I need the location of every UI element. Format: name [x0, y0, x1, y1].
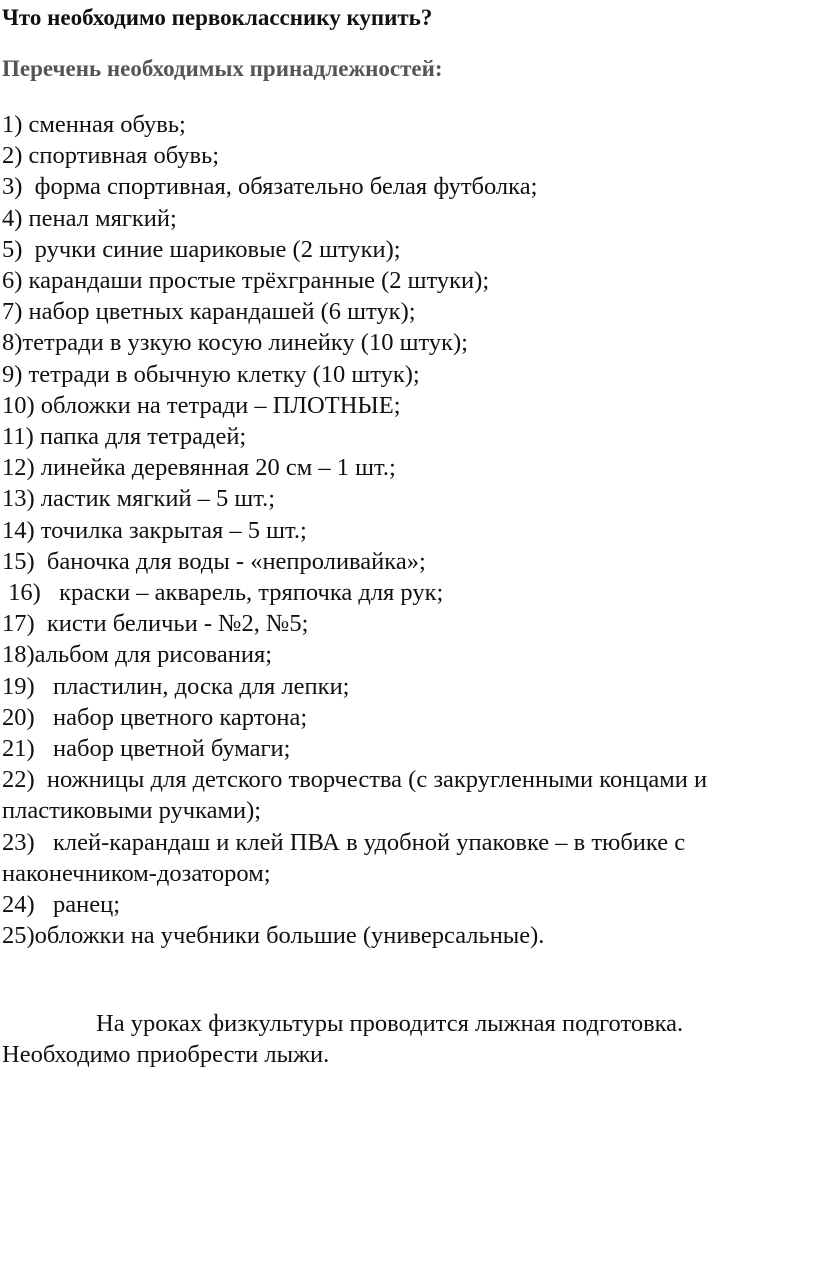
list-item: 20) набор цветного картона;: [2, 703, 308, 731]
footer-line-text: На уроках физкультуры проводится лыжная подготовка.: [96, 1010, 684, 1037]
list-item: 7) набор цветных карандашей (6 штук);: [2, 298, 416, 326]
footer-note: [2, 1008, 802, 1070]
list-item: 18)альбом для рисования;: [2, 641, 273, 669]
list-item: 19) пластилин, доска для лепки;: [2, 672, 350, 700]
list-item: 8)тетради в узкую косую линейку (10 штук);: [2, 329, 468, 357]
list-item: 11) папка для тетрадей;: [2, 423, 247, 451]
list-item: 23) клей-карандаш и клей ПВА в удобной упаковке – в тюбике с наконечником-дозатором;: [2, 828, 692, 887]
list-item: 22) ножницы для детского творчества (с закругленными концами и пластиковыми ручками);: [2, 766, 714, 825]
list-item: 25)обложки на учебники большие (универсальные).: [2, 922, 545, 950]
supplies-list: [2, 109, 812, 951]
list-heading: Перечень необходимых принадлежностей:: [2, 56, 443, 81]
list-item: 5) ручки синие шариковые (2 штуки);: [2, 235, 401, 263]
list-item: 21) набор цветной бумаги;: [2, 735, 291, 763]
list-item: 1) сменная обувь;: [2, 111, 186, 138]
list-item: 17) кисти беличьи - №2, №5;: [2, 610, 309, 638]
list-item: 9) тетради в обычную клетку (10 штук);: [2, 360, 420, 388]
list-item: 10) обложки на тетради – ПЛОТНЫЕ;: [2, 391, 401, 419]
list-item: 4) пенал мягкий;: [2, 204, 177, 232]
page-title: Что необходимо первокласснику купить?: [2, 5, 433, 30]
list-item: 16) краски – акварель, тряпочка для рук;: [2, 579, 444, 607]
list-item: 24) ранец;: [2, 891, 121, 919]
list-item: 15) баночка для воды - «непроливайка»;: [2, 547, 426, 575]
footer-line: Необходимо приобрести лыжи.: [2, 1041, 330, 1069]
list-item: 12) линейка деревянная 20 см – 1 шт.;: [2, 454, 396, 482]
footer-line: [2, 1008, 802, 1039]
list-item: 13) ластик мягкий – 5 шт.;: [2, 485, 276, 513]
list-item: 14) точилка закрытая – 5 шт.;: [2, 516, 307, 544]
list-item: 2) спортивная обувь;: [2, 142, 220, 170]
list-item: 3) форма спортивная, обязательно белая футболка;: [2, 173, 538, 201]
list-item: 6) карандаши простые трёхгранные (2 штуки);: [2, 267, 490, 295]
